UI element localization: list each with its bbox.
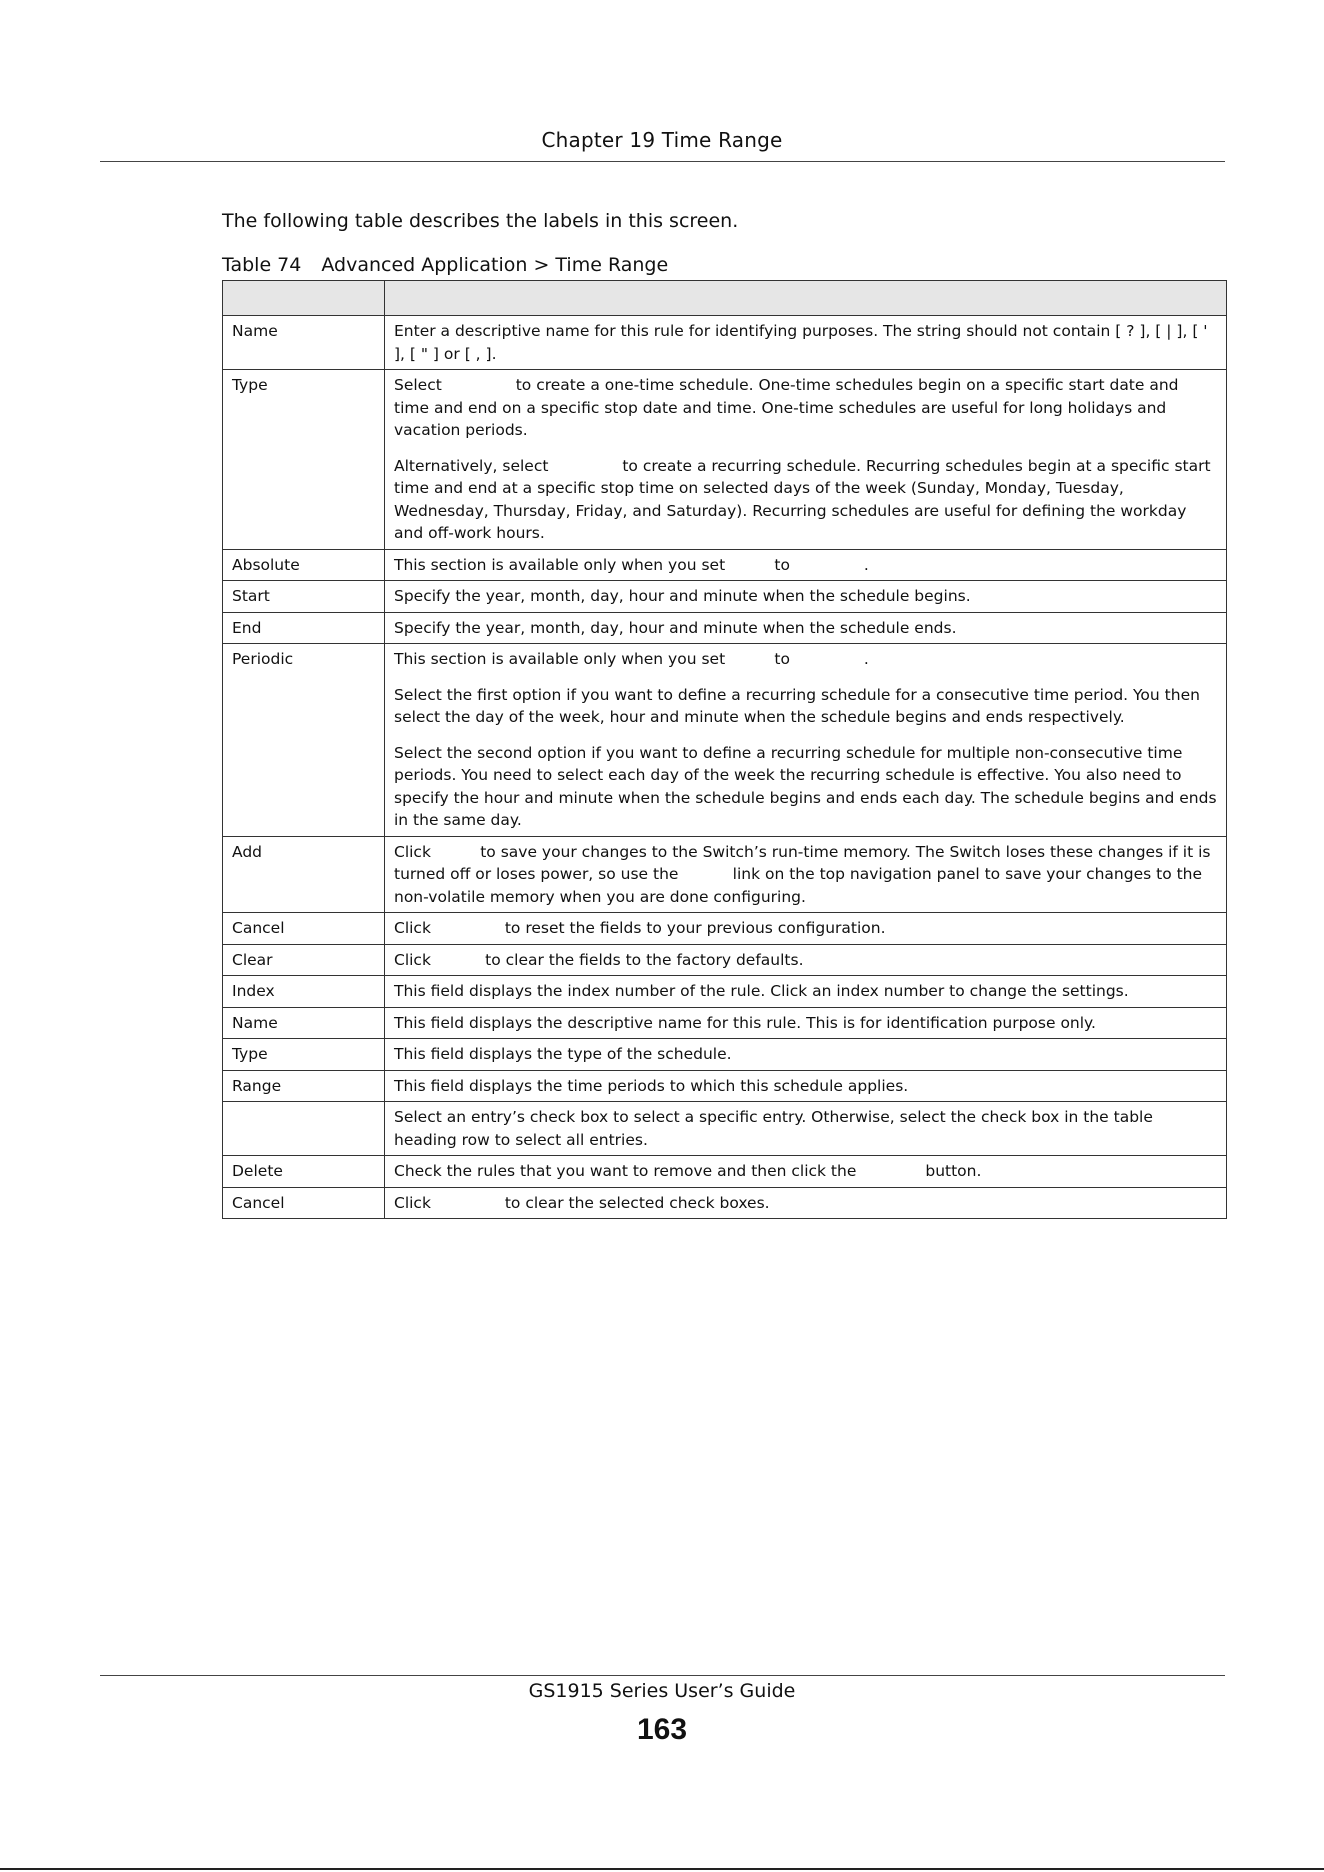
- row-label: End: [223, 612, 385, 644]
- label-description-table: [222, 280, 1227, 1219]
- row-description: [385, 370, 1227, 550]
- table-row: [223, 612, 1227, 644]
- description-paragraph: This field displays the index number of the rule. Click an index number to change the settings.: [394, 982, 1129, 1000]
- table-row: [223, 370, 1227, 550]
- page-number: 163: [636, 1713, 688, 1746]
- table-body: [223, 316, 1227, 1219]
- row-label: Clear: [223, 944, 385, 976]
- row-description: [385, 836, 1227, 913]
- row-label: Start: [223, 581, 385, 613]
- row-description: [385, 976, 1227, 1008]
- header-divider: [100, 161, 1225, 162]
- table-row: [223, 1102, 1227, 1156]
- description-paragraph: Select to create a one-time schedule. One-time schedules begin on a specific start date and time and end on a specific stop date and time. One-time schedules are useful for long holidays and vacation periods.: [394, 376, 1184, 439]
- row-description: [385, 1187, 1227, 1219]
- description-paragraph: Select an entry’s check box to select a specific entry. Otherwise, select the check box in the table heading row to select all entries.: [394, 1108, 1158, 1149]
- table-row: [223, 913, 1227, 945]
- row-description: [385, 1156, 1227, 1188]
- row-label: Name: [223, 1007, 385, 1039]
- description-paragraph: Check the rules that you want to remove and then click the button.: [394, 1162, 982, 1180]
- description-paragraph: Select the second option if you want to define a recurring schedule for multiple non-consecutive time periods. You need to select each day of the week the recurring schedule is effective. You also need to specify the hour and minute when the schedule begins and ends each day. The schedule begins and ends in the same day.: [394, 743, 1222, 829]
- row-description: [385, 1102, 1227, 1156]
- table-row: [223, 316, 1227, 370]
- description-paragraph: Click to clear the selected check boxes.: [394, 1193, 770, 1212]
- row-label: Range: [223, 1070, 385, 1102]
- row-label: Periodic: [223, 644, 385, 837]
- description-paragraph: Specify the year, month, day, hour and minute when the schedule begins.: [394, 587, 971, 605]
- page-bottom-edge: [0, 1868, 1324, 1870]
- description-paragraph: This section is available only when you set to .: [394, 650, 869, 668]
- header-cell-description: [385, 281, 1227, 316]
- table-header-row: [223, 281, 1227, 316]
- row-description: [385, 1039, 1227, 1071]
- row-label: Cancel: [223, 913, 385, 945]
- row-description: [385, 316, 1227, 370]
- row-description: [385, 944, 1227, 976]
- description-paragraph: Click to reset the fields to your previous configuration.: [394, 919, 886, 937]
- table-row: [223, 1007, 1227, 1039]
- row-label: Name: [223, 316, 385, 370]
- table-row: [223, 944, 1227, 976]
- description-paragraph: Specify the year, month, day, hour and minute when the schedule ends.: [394, 618, 957, 637]
- row-label: Type: [223, 1039, 385, 1071]
- table-row: [223, 976, 1227, 1008]
- table-row: [223, 1039, 1227, 1071]
- table-row: [223, 644, 1227, 837]
- row-description: [385, 644, 1227, 837]
- footer-divider: [100, 1675, 1225, 1676]
- header-cell-label: [223, 281, 385, 316]
- row-description: [385, 612, 1227, 644]
- description-paragraph: This field displays the type of the schedule.: [394, 1045, 732, 1063]
- description-paragraph: Enter a descriptive name for this rule for identifying purposes. The string should not contain [ ? ], [ | ], [ ' ], [ " ] or [ , ].: [394, 322, 1213, 363]
- table-row: [223, 1187, 1227, 1219]
- description-paragraph: Alternatively, select to create a recurring schedule. Recurring schedules begin at a specific start time and end at a specific stop time on selected days of the week (Sunday, Monday, Tuesday, Wednesday, Thursday, Friday, and Saturday). Recurring schedules are useful for defining the workday and off-work hours.: [394, 456, 1216, 542]
- description-paragraph: This section is available only when you set to .: [394, 555, 869, 574]
- table-number: Table 74: [222, 254, 302, 276]
- row-label: Absolute: [223, 549, 385, 581]
- row-label: Cancel: [223, 1187, 385, 1219]
- row-description: [385, 1007, 1227, 1039]
- guide-title: GS1915 Series User’s Guide: [528, 1680, 796, 1702]
- intro-text: The following table describes the labels in this screen.: [222, 210, 739, 232]
- row-label: Type: [223, 370, 385, 550]
- table-caption-title: Advanced Application > Time Range: [321, 254, 669, 276]
- table-row: [223, 836, 1227, 913]
- row-label: Index: [223, 976, 385, 1008]
- table-row: [223, 1156, 1227, 1188]
- description-paragraph: This field displays the descriptive name for this rule. This is for identification purpose only.: [394, 1013, 1096, 1032]
- description-paragraph: This field displays the time periods to which this schedule applies.: [394, 1076, 909, 1095]
- chapter-title: Chapter 19 Time Range: [541, 128, 783, 152]
- table-row: [223, 549, 1227, 581]
- table-row: [223, 1070, 1227, 1102]
- row-description: [385, 581, 1227, 613]
- table-caption: [222, 254, 668, 276]
- table-row: [223, 581, 1227, 613]
- row-description: [385, 913, 1227, 945]
- row-label: Add: [223, 836, 385, 913]
- row-label: [223, 1102, 385, 1156]
- row-description: [385, 1070, 1227, 1102]
- description-paragraph: Click to clear the fields to the factory defaults.: [394, 950, 804, 969]
- row-label: Delete: [223, 1156, 385, 1188]
- description-paragraph: Select the first option if you want to define a recurring schedule for a consecutive time period. You then select the day of the week, hour and minute when the schedule begins and ends respectively.: [394, 685, 1205, 726]
- row-description: [385, 549, 1227, 581]
- description-paragraph: Click to save your changes to the Switch’s run-time memory. The Switch loses these changes if it is turned off or loses power, so use the link on the top navigation panel to save your changes to the non-volatile memory when you are done configuring.: [394, 842, 1216, 906]
